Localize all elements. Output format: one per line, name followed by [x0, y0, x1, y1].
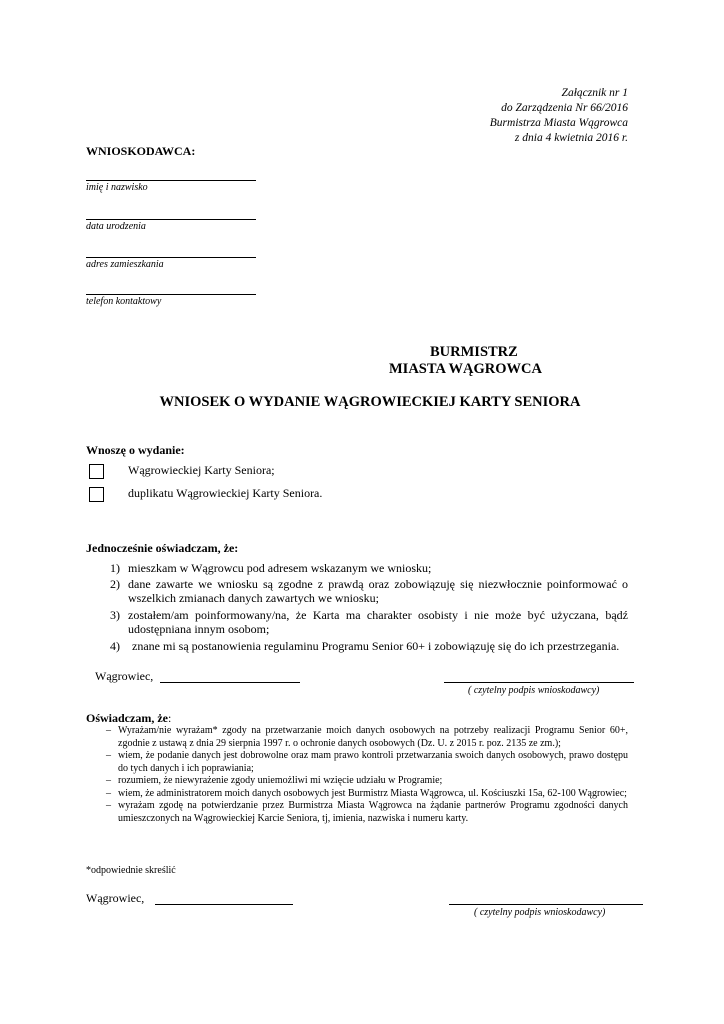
acknowledgement-item-text: Wyrażam/nie wyrażam* zgody na przetwarzanie moich danych osobowych na potrzeby realizacji Programu Senior 60+, zgodnie z ustawą z dnia 29 sierpnia 1997 r. o ochronie danych osobowych (Dz. U. z 2015 r. poz. 2135 ze zm.);: [118, 725, 628, 749]
date-field-line-1[interactable]: [160, 682, 300, 683]
phone-field-label: telefon kontaktowy: [86, 296, 162, 307]
applicant-heading: WNIOSKODAWCA:: [86, 144, 196, 158]
address-field-line[interactable]: [86, 257, 256, 258]
address-field-label: adres zamieszkania: [86, 259, 164, 270]
declaration-item: [108, 639, 628, 653]
bullet-dash: –: [106, 750, 111, 761]
declaration-item-text: zostałem/am poinformowany/na, że Karta ma charakter osobisty i nie może być użyczana, bądź udostępniana innym osobom;: [128, 608, 628, 636]
checkbox-card[interactable]: [89, 464, 104, 479]
place-label-1: Wągrowiec,: [95, 669, 154, 683]
declaration-item: [108, 577, 628, 605]
signature-caption-1: ( czytelny podpis wnioskodawcy): [468, 685, 600, 696]
declaration-item-number: 1): [110, 561, 120, 575]
acknowledgement-item: [106, 775, 628, 788]
footnote: *odpowiednie skreślić: [86, 865, 176, 876]
acknowledgement-list: [106, 725, 628, 825]
option-duplicate-label: duplikatu Wągrowieckiej Karty Seniora.: [128, 486, 323, 500]
place-label-2: Wągrowiec,: [86, 891, 145, 905]
recipient-line-1: BURMISTRZ: [430, 344, 518, 360]
signature-caption-2: ( czytelny podpis wnioskodawcy): [474, 907, 606, 918]
recipient-block: [0, 344, 724, 378]
annex-line-4: z dnia 4 kwietnia 2016 r.: [514, 132, 628, 144]
signature-line-1[interactable]: [444, 682, 634, 683]
name-field-label: imię i nazwisko: [86, 182, 148, 193]
acknowledgement-item-text: wiem, że administratorem moich danych osobowych jest Burmistrz Miasta Wągrowca, ul. Kościuszki 15a, 62-100 Wągrowiec;: [118, 787, 627, 799]
phone-field-line[interactable]: [86, 294, 256, 295]
annex-line-1: Załącznik nr 1: [561, 87, 628, 99]
bullet-dash: –: [106, 725, 111, 736]
bullet-dash: –: [106, 787, 111, 799]
birthdate-field-label: data urodzenia: [86, 221, 146, 232]
bullet-dash: –: [106, 800, 111, 811]
declaration-item-text: znane mi są postanowienia regulaminu Programu Senior 60+ i zobowiązuję się do ich przestrzegania.: [132, 639, 620, 653]
acknowledgement-item: [106, 725, 628, 750]
birthdate-field-line[interactable]: [86, 219, 256, 220]
signature-line-2[interactable]: [449, 904, 643, 905]
acknowledgement-item-text: wiem, że podanie danych jest dobrowolne oraz mam prawo kontroli przetwarzania swoich danych osobowych, prawo dostępu do tych danych i ich poprawiania;: [118, 750, 628, 774]
acknowledgement-item-text: rozumiem, że niewyrażenie zgody uniemożliwi mi wzięcie udziału w Programie;: [118, 775, 443, 786]
annex-line-3: Burmistrza Miasta Wągrowca: [489, 117, 628, 129]
acknowledgement-item-text: wyrażam zgodę na potwierdzanie przez Burmistrza Miasta Wągrowca na żądanie partnerów Programu zgodności danych umieszczonych na Wągrowieckiej Karcie Seniora, tj, imienia, nazwiska i numeru karty.: [118, 800, 628, 824]
declaration-item-number: 3): [110, 608, 120, 622]
name-field-line[interactable]: [86, 180, 256, 181]
recipient-line-2: MIASTA WĄGROWCA: [389, 361, 542, 377]
acknowledgement-item: [106, 788, 628, 801]
acknowledgement-heading: [86, 711, 171, 726]
date-field-line-2[interactable]: [155, 904, 293, 905]
declaration-item-number: 2): [110, 577, 120, 591]
request-heading: Wnoszę o wydanie:: [86, 443, 185, 457]
document-title: WNIOSEK O WYDANIE WĄGROWIECKIEJ KARTY SENIORA: [159, 394, 581, 410]
declaration-item: [108, 608, 628, 636]
acknowledgement-heading-bold: Oświadczam, że: [86, 711, 168, 725]
annex-header: [490, 86, 628, 146]
acknowledgement-item: [106, 800, 628, 825]
annex-line-2: do Zarządzenia Nr 66/2016: [501, 102, 628, 114]
acknowledgement-heading-colon: :: [167, 711, 172, 725]
declaration-item: [108, 561, 628, 575]
checkbox-duplicate[interactable]: [89, 487, 104, 502]
declaration-list: [108, 561, 628, 653]
declaration-heading: Jednocześnie oświadczam, że:: [86, 541, 239, 555]
bullet-dash: –: [106, 775, 111, 786]
declaration-item-text: mieszkam w Wągrowcu pod adresem wskazanym we wniosku;: [128, 561, 432, 575]
option-card-label: Wągrowieckiej Karty Seniora;: [128, 463, 275, 477]
declaration-item-number: 4): [110, 639, 120, 653]
declaration-item-text: dane zawarte we wniosku są zgodne z prawdą oraz zobowiązuję się niezwłocznie poinformować o wszelkich zmianach danych zawartych we wniosku;: [128, 577, 628, 605]
acknowledgement-item: [106, 750, 628, 775]
